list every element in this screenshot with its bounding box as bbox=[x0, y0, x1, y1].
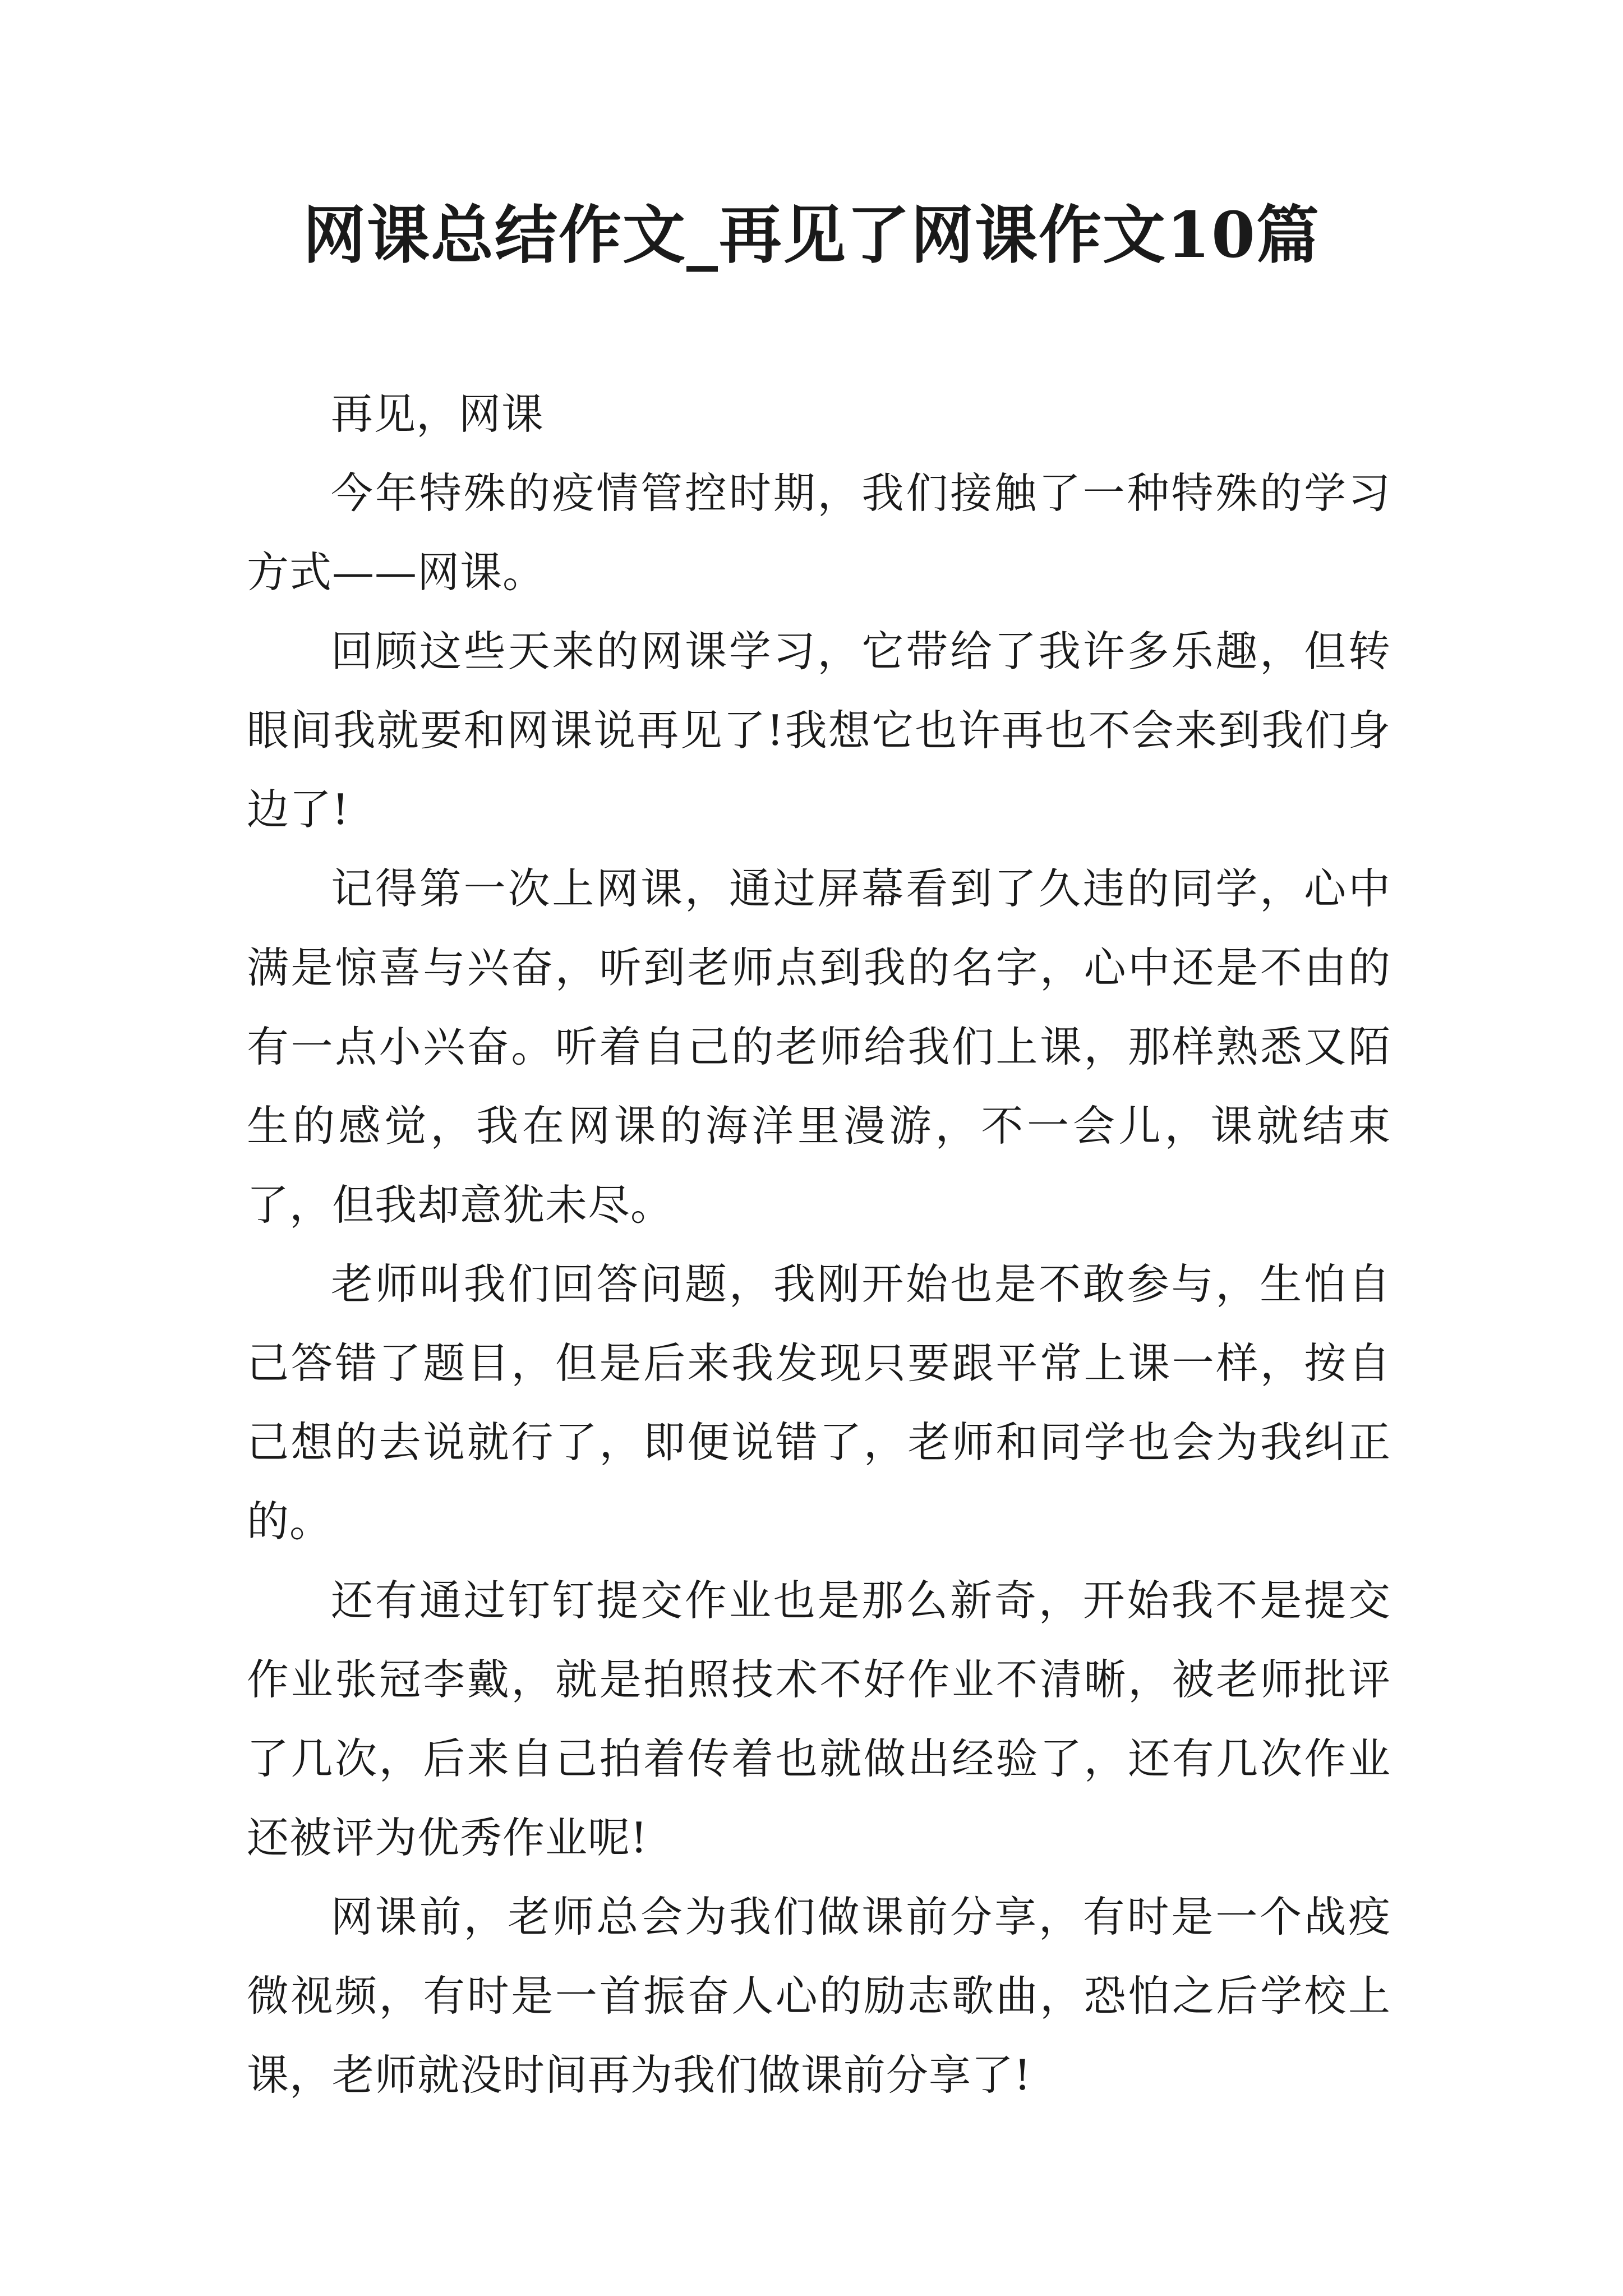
paragraph-greeting: 再见，网课 bbox=[331, 389, 545, 439]
paragraph: 回顾这些天来的网课学习，它带给了我许多乐趣，但转眼间我就要和网课说再见了!我想它也许再也不会来到我们身边了! bbox=[247, 627, 1391, 834]
document-title: 网课总结作文_再见了网课作文10篇 bbox=[303, 199, 1320, 272]
paragraph: 还有通过钉钉提交作业也是那么新奇，开始我不是提交作业张冠李戴，就是拍照技术不好作业不清晰，被老师批评了几次，后来自己拍着传着也就做出经验了，还有几次作业还被评为优秀作业呢! bbox=[247, 1576, 1391, 1862]
paragraph: 今年特殊的疫情管控时期，我们接触了一种特殊的学习方式——网课。 bbox=[247, 468, 1391, 597]
paragraph: 网课前，老师总会为我们做课前分享，有时是一个战疫微视频，有时是一首振奋人心的励志歌曲，恐怕之后学校上课，老师就没时间再为我们做课前分享了! bbox=[247, 1892, 1391, 2100]
paragraph: 老师叫我们回答问题，我刚开始也是不敢参与，生怕自己答错了题目，但是后来我发现只要跟平常上课一样，按自己想的去说就行了，即便说错了，老师和同学也会为我纠正的。 bbox=[247, 1259, 1391, 1546]
paragraph: 记得第一次上网课，通过屏幕看到了久违的同学，心中满是惊喜与兴奋，听到老师点到我的名字，心中还是不由的有一点小兴奋。听着自己的老师给我们上课，那样熟悉又陌生的感觉，我在网课的海洋里漫游，不一会儿，课就结束了，但我却意犹未尽。 bbox=[247, 864, 1391, 1230]
document-body bbox=[247, 375, 1391, 2115]
